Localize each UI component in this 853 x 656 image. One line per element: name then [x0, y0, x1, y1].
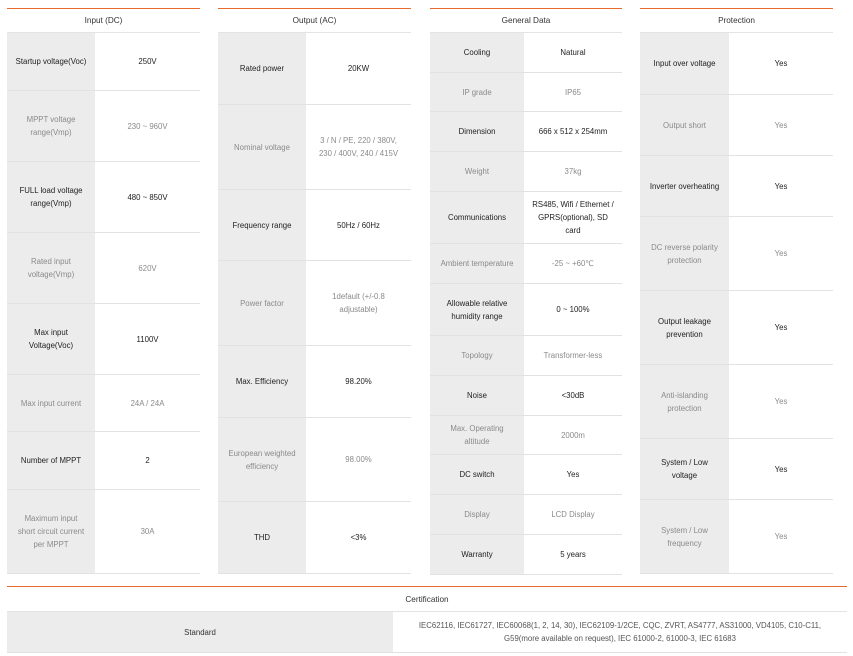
spec-value: 230 ~ 960V — [95, 91, 200, 161]
table-row — [430, 33, 622, 73]
spec-value: Transformer-less — [524, 336, 622, 375]
spec-label: Startup voltage(Voc) — [7, 33, 95, 90]
spec-label: Nominal voltage — [218, 105, 306, 189]
spec-label: Number of MPPT — [7, 432, 95, 489]
spec-label: European weighted efficiency — [218, 418, 306, 501]
spec-value: 98.20% — [306, 346, 411, 417]
table-row — [7, 304, 200, 375]
spec-value: -25 ~ +60℃ — [524, 244, 622, 283]
spec-value: 2000m — [524, 416, 622, 454]
spec-value: 250V — [95, 33, 200, 90]
spec-label: Max input current — [7, 375, 95, 431]
spec-value: 1100V — [95, 304, 200, 374]
spec-value: 50Hz / 60Hz — [306, 190, 411, 260]
table-row — [640, 95, 833, 156]
spec-label: IP grade — [430, 73, 524, 111]
spec-value: IP65 — [524, 73, 622, 111]
table-row — [7, 375, 200, 432]
spec-label: Allowable relative humidity range — [430, 284, 524, 335]
input-dc-title: Input (DC) — [7, 9, 200, 33]
spec-value: Yes — [729, 217, 833, 290]
table-row — [7, 612, 847, 653]
spec-label: DC reverse polarity protection — [640, 217, 729, 290]
spec-value: Yes — [729, 291, 833, 364]
protection-table — [640, 8, 833, 574]
spec-value: Yes — [729, 156, 833, 216]
spec-label: Max input Voltage(Voc) — [7, 304, 95, 374]
table-row — [7, 490, 200, 574]
table-row — [218, 105, 411, 190]
output-ac-title: Output (AC) — [218, 9, 411, 33]
table-row — [218, 33, 411, 105]
spec-label: Maximum input short circuit current per MPPT — [7, 490, 95, 573]
spec-value: 1default (+/-0.8 adjustable) — [306, 261, 411, 345]
table-row — [430, 416, 622, 455]
protection-title: Protection — [640, 9, 833, 33]
spec-value: 666 x 512 x 254mm — [524, 112, 622, 151]
spec-label: Max. Efficiency — [218, 346, 306, 417]
spec-value: 3 / N / PE, 220 / 380V, 230 / 400V, 240 / 415V — [306, 105, 411, 189]
spec-value: 620V — [95, 233, 200, 303]
spec-value: Yes — [729, 365, 833, 438]
spec-value: Yes — [729, 439, 833, 499]
spec-value: <30dB — [524, 376, 622, 415]
spec-label: Display — [430, 495, 524, 534]
table-row — [218, 261, 411, 346]
input-dc-table — [7, 8, 200, 574]
spec-value: RS485, Wifi / Ethernet / GPRS(optional), SD card — [524, 192, 622, 243]
table-row — [430, 244, 622, 284]
spec-label: Rated power — [218, 33, 306, 104]
spec-label: Standard — [7, 612, 393, 652]
table-row — [640, 291, 833, 365]
spec-value: 98.00% — [306, 418, 411, 501]
spec-label: Anti-islanding protection — [640, 365, 729, 438]
spec-label: DC switch — [430, 455, 524, 494]
table-row — [640, 217, 833, 291]
table-row — [7, 162, 200, 233]
spec-label: Warranty — [430, 535, 524, 574]
spec-value: 2 — [95, 432, 200, 489]
spec-label: Weight — [430, 152, 524, 191]
table-row — [640, 439, 833, 500]
output-ac-table — [218, 8, 411, 574]
spec-label: Output leakage prevention — [640, 291, 729, 364]
spec-label: Communications — [430, 192, 524, 243]
table-row — [218, 502, 411, 574]
table-row — [430, 192, 622, 244]
spec-label: Inverter overheating — [640, 156, 729, 216]
spec-value: Yes — [729, 95, 833, 155]
table-row — [430, 152, 622, 192]
general-data-table — [430, 8, 622, 575]
table-row — [7, 33, 200, 91]
table-row — [640, 500, 833, 574]
spec-label: Max. Operating altitude — [430, 416, 524, 454]
table-row — [7, 91, 200, 162]
spec-value: 0 ~ 100% — [524, 284, 622, 335]
table-row — [430, 73, 622, 112]
table-row — [218, 190, 411, 261]
spec-label: Input over voltage — [640, 33, 729, 94]
spec-label: Topology — [430, 336, 524, 375]
spec-label: THD — [218, 502, 306, 573]
table-row — [218, 418, 411, 502]
spec-label: Ambient temperature — [430, 244, 524, 283]
table-row — [430, 336, 622, 376]
spec-value: IEC62116, IEC61727, IEC60068(1, 2, 14, 30), IEC62109-1/2CE, CQC, ZVRT, AS4777, AS31000, VD4105, C10-C11, G59(more available on request), IEC 61000-2, 61000-3, IEC 61683 — [418, 621, 822, 643]
table-row — [640, 365, 833, 439]
spec-value: 24A / 24A — [95, 375, 200, 431]
spec-label: FULL load voltage range(Vmp) — [7, 162, 95, 232]
spec-label: Noise — [430, 376, 524, 415]
table-row — [430, 284, 622, 336]
spec-value: Yes — [729, 33, 833, 94]
table-row — [430, 376, 622, 416]
spec-label: Rated input voltage(Vmp) — [7, 233, 95, 303]
spec-value: 37kg — [524, 152, 622, 191]
certification-table — [7, 586, 847, 653]
table-row — [430, 112, 622, 152]
spec-label: Power factor — [218, 261, 306, 345]
spec-label: Frequency range — [218, 190, 306, 260]
table-row — [430, 535, 622, 575]
table-row — [430, 455, 622, 495]
spec-value: 30A — [95, 490, 200, 573]
spec-label: System / Low voltage — [640, 439, 729, 499]
spec-value: <3% — [306, 502, 411, 573]
spec-label: Cooling — [430, 33, 524, 72]
table-row — [7, 233, 200, 304]
spec-value: 480 ~ 850V — [95, 162, 200, 232]
spec-label: MPPT voltage range(Vmp) — [7, 91, 95, 161]
spec-value: Yes — [729, 500, 833, 573]
table-row — [7, 432, 200, 490]
spec-label: Output short — [640, 95, 729, 155]
certification-title: Certification — [7, 587, 847, 612]
spec-value: Yes — [524, 455, 622, 494]
spec-label: System / Low frequency — [640, 500, 729, 573]
spec-value: 20KW — [306, 33, 411, 104]
table-row — [640, 33, 833, 95]
general-data-title: General Data — [430, 9, 622, 33]
spec-value: 5 years — [524, 535, 622, 574]
table-row — [430, 495, 622, 535]
table-row — [218, 346, 411, 418]
spec-value: LCD Display — [524, 495, 622, 534]
table-row — [640, 156, 833, 217]
spec-value: Natural — [524, 33, 622, 72]
spec-label: Dimension — [430, 112, 524, 151]
